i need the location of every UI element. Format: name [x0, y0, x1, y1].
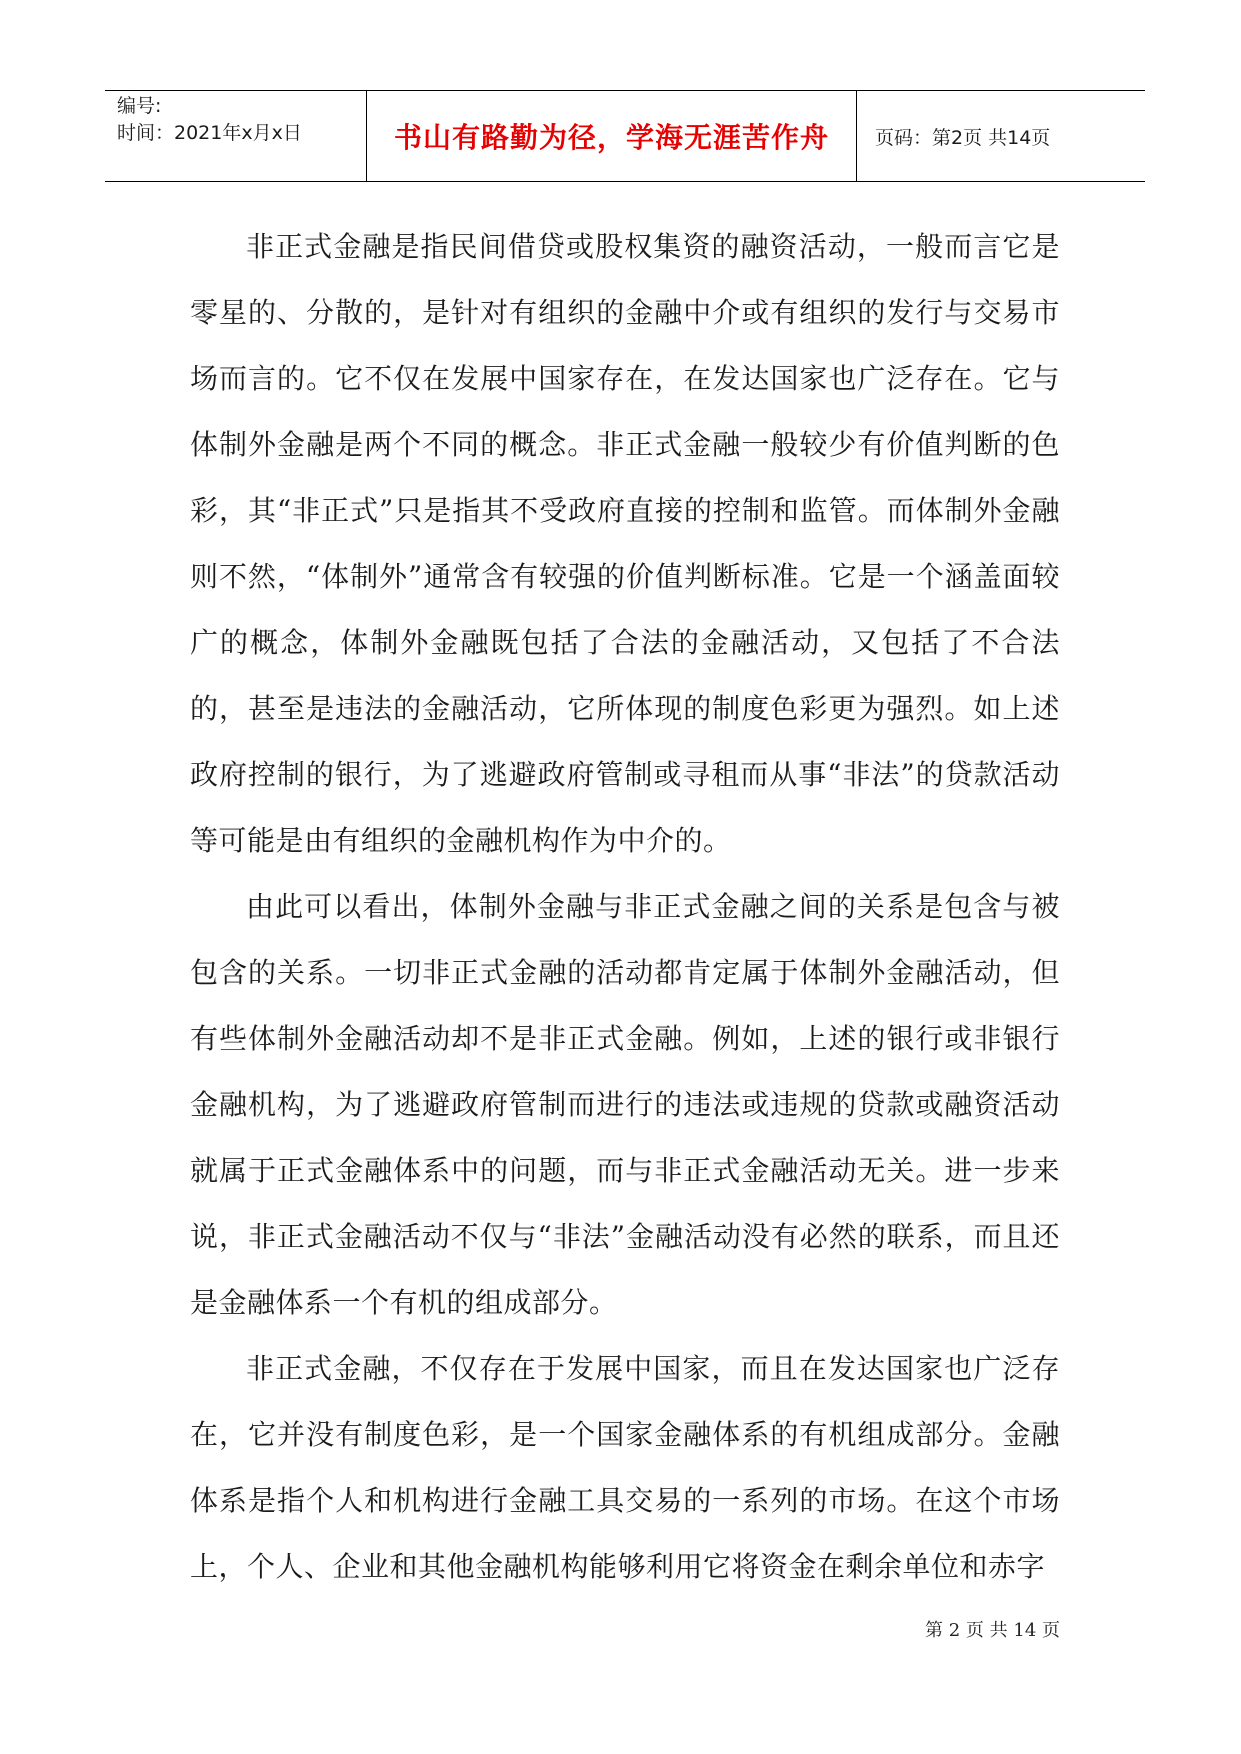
document-body: [190, 214, 1060, 1600]
page-header: [105, 90, 1145, 182]
paragraph-3: 非正式金融，不仅存在于发展中国家，而且在发达国家也广泛存在，它并没有制度色彩，是一个国家金融体系的有机组成部分。金融体系是指个人和机构进行金融工具交易的一系列的市场。在这个市场上，个人、企业和其他金融机构能够利用它将资金在剩余单位和赤字: [190, 1352, 1060, 1583]
header-page-info: 页码：第2页 共14页: [875, 126, 1051, 149]
page-footer: 第 2 页 共 14 页: [925, 1620, 1060, 1641]
time-label: 时间：2021年x月x日: [117, 122, 302, 144]
paragraph-2: 由此可以看出，体制外金融与非正式金融之间的关系是包含与被包含的关系。一切非正式金融的活动都肯定属于体制外金融活动，但有些体制外金融活动却不是非正式金融。例如，上述的银行或非银行金融机构，为了逃避政府管制而进行的违法或违规的贷款或融资活动就属于正式金融体系中的问题，而与非正式金融活动无关。进一步来说，非正式金融活动不仅与“非法”金融活动没有必然的联系，而且还是金融体系一个有机的组成部分。: [190, 890, 1060, 1319]
header-meta: [105, 91, 367, 181]
paragraph-1: 非正式金融是指民间借贷或股权集资的融资活动，一般而言它是零星的、分散的，是针对有组织的金融中介或有组织的发行与交易市场而言的。它不仅在发展中国家存在，在发达国家也广泛存在。它与体制外金融是两个不同的概念。非正式金融一般较少有价值判断的色彩，其“非正式”只是指其不受政府直接的控制和监管。而体制外金融则不然，“体制外”通常含有较强的价值判断标准。它是一个涵盖面较广的概念，体制外金融既包括了合法的金融活动，又包括了不合法的，甚至是违法的金融活动，它所体现的制度色彩更为强烈。如上述政府控制的银行，为了逃避政府管制或寻租而从事“非法”的贷款活动等可能是由有组织的金融机构作为中介的。: [190, 230, 1060, 857]
header-slogan: 书山有路勤为径，学海无涯苦作舟: [367, 91, 857, 181]
serial-label: 编号:: [117, 95, 162, 117]
